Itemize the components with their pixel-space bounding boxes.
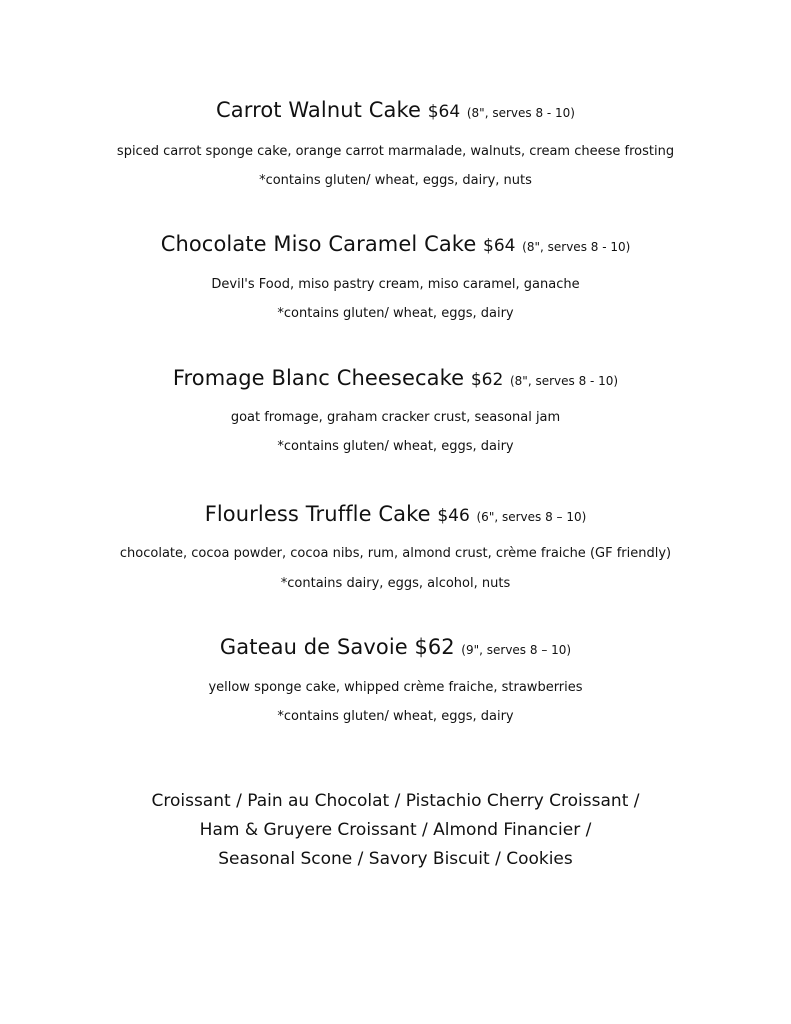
cake-title-gateau-de-savoie — [0, 634, 791, 663]
cake-price: $64 — [483, 236, 516, 256]
cake-price: $62 — [414, 635, 455, 659]
cake-title-chocolate-miso-caramel — [0, 231, 791, 260]
cake-name: Carrot Walnut Cake — [215, 98, 422, 122]
cake-price: $46 — [437, 506, 470, 526]
cake-size: (6", serves 8 – 10) — [476, 510, 587, 524]
cake-title-carrot-walnut — [0, 97, 791, 126]
pastries-line: Ham & Gruyere Croissant / Almond Financier / — [199, 820, 592, 840]
cake-description: chocolate, cocoa powder, cocoa nibs, rum, almond crust, crème fraiche (GF friendly) — [119, 546, 672, 561]
cake-description: Devil's Food, miso pastry cream, miso caramel, ganache — [211, 277, 580, 292]
cake-title-fromage-blanc-cheesecake — [0, 365, 791, 394]
cake-size: (8", serves 8 - 10) — [522, 240, 631, 254]
cake-name: Flourless Truffle Cake — [204, 502, 431, 526]
cake-allergens: *contains gluten/ wheat, eggs, dairy — [277, 439, 514, 454]
cake-name: Gateau de Savoie — [219, 635, 408, 659]
pastries-line: Croissant / Pain au Chocolat / Pistachio Cherry Croissant / — [151, 791, 640, 811]
cake-name: Fromage Blanc Cheesecake — [172, 366, 465, 390]
cake-description: spiced carrot sponge cake, orange carrot marmalade, walnuts, cream cheese frosting — [116, 144, 675, 159]
cake-price: $62 — [470, 370, 504, 390]
cake-size: (9", serves 8 – 10) — [461, 643, 572, 657]
cake-allergens: *contains dairy, eggs, alcohol, nuts — [280, 576, 511, 591]
pastries-line: Seasonal Scone / Savory Biscuit / Cookies — [218, 849, 573, 869]
cake-title-flourless-truffle — [0, 501, 791, 530]
cake-size: (8", serves 8 - 10) — [466, 106, 575, 120]
cake-allergens: *contains gluten/ wheat, eggs, dairy, nuts — [259, 173, 532, 188]
cake-allergens: *contains gluten/ wheat, eggs, dairy — [277, 306, 514, 321]
cake-allergens: *contains gluten/ wheat, eggs, dairy — [277, 709, 514, 724]
cake-name: Chocolate Miso Caramel Cake — [160, 232, 477, 256]
cake-description: goat fromage, graham cracker crust, seasonal jam — [230, 410, 561, 425]
pastries-list — [0, 787, 791, 874]
cake-size: (8", serves 8 - 10) — [509, 374, 619, 388]
cake-description: yellow sponge cake, whipped crème fraiche, strawberries — [208, 680, 583, 695]
cake-price: $64 — [427, 102, 461, 122]
